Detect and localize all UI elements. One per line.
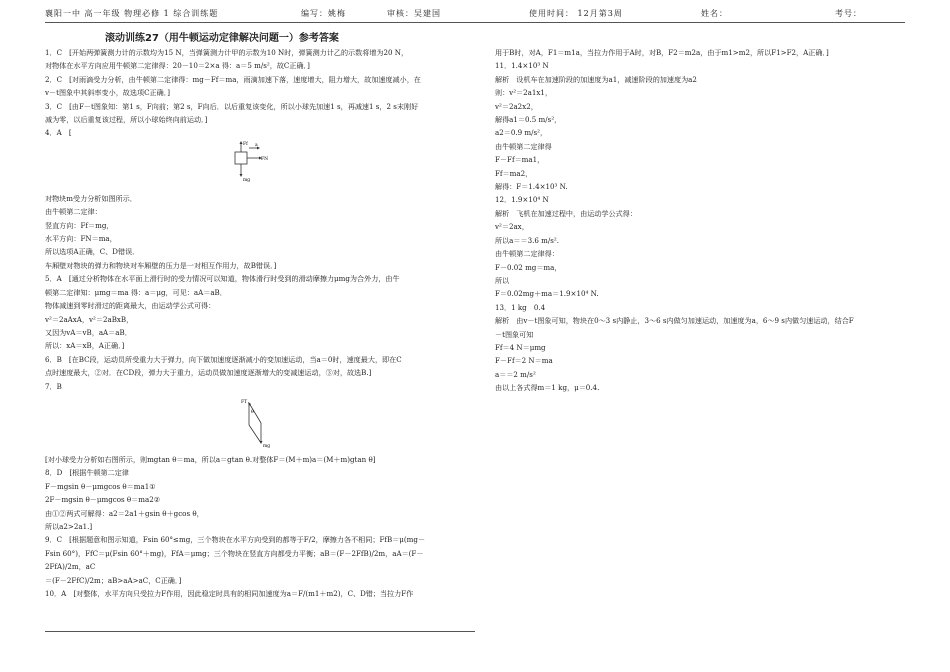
- answer-line: 10．A [对整体，水平方向只受拉力F作用，因此稳定时具有的相同加速度为a＝F/(m1＋m2)，C、D错；当拉力F作: [45, 589, 414, 598]
- answer-line: 车厢壁对物块的弹力和物块对车厢壁的压力是一对相互作用力，故B错误．]: [45, 260, 277, 270]
- box-force-diagram: [225, 140, 305, 192]
- answer-line: 由以上各式得m＝1 kg，μ＝0.4.: [495, 383, 600, 393]
- answer-line: 由牛顿第二定律得: [495, 141, 552, 151]
- answer-line: 水平方向：FN＝ma，: [45, 234, 117, 244]
- answer-line: 解得：F＝1.4×10³ N.: [495, 182, 568, 192]
- answer-line: 顿第二定律知：μmg＝ma 得：a＝μg，可见：aA＝aB．: [45, 287, 227, 297]
- answer-line: Ff＝ma2，: [495, 168, 533, 178]
- header-reviewer: 审核：吴建国: [387, 9, 441, 18]
- answer-line: F－Ff＝ma1，: [495, 155, 545, 165]
- answer-line: 解析 设机车在加速阶段的加速度为a1，减速阶段的加速度为a2: [495, 74, 697, 84]
- answer-line: F－mgsin θ－μmgcos θ＝ma1①: [45, 481, 156, 491]
- answer-line: v－t图象中其斜率变小，故选项C正确．]: [45, 88, 171, 98]
- answer-line: 对物块m受力分析如图所示．: [45, 193, 137, 203]
- answer-line: 所以: [495, 275, 510, 285]
- answer-line: 9．C [根据题意和图示知道，Fsin 60°≤mg，三个物块在水平方向受到的都等于F/2，摩擦力各不相同；FfB＝μ(mg－: [45, 535, 426, 545]
- header-exam-no: 考号：: [835, 9, 862, 18]
- answer-line: 6．B [在BC段，运动员所受重力大于弹力，向下做加速度逐渐减小的变加速运动，当a＝0时，速度最大，即在C: [45, 354, 402, 364]
- answer-line: 11．1.4×10³ N: [495, 61, 549, 71]
- answer-line: 2．C [对雨滴受力分析，由牛顿第二定律得：mg－Ff＝ma，雨滴加速下落，速度增大，阻力增大，故加速度减小，在: [45, 74, 421, 84]
- header-name: 姓名：: [701, 9, 728, 18]
- answer-line: Fsin 60°)，FfC＝μ(Fsin 60°＋mg)，FfA＝μmg；三个物块在竖直方向都受力平衡；aB＝(F－2FfB)/2m，aA＝(F－2FfA)/2m，aC: [45, 548, 424, 572]
- answer-line: v²＝2a2x2，: [495, 101, 538, 111]
- answer-line: 竖直方向：Ff＝mg，: [45, 220, 114, 230]
- answer-line: 4．A [: [45, 128, 72, 138]
- header-school: 襄阳一中 高一年级 物理必修 1 综合训练题: [45, 9, 219, 18]
- answer-line: [对小球受力分析如右图所示，则mgtan θ＝ma，所以a＝gtan θ.对整体F＝(M＋m)a＝(M＋m)gtan θ]: [45, 454, 376, 464]
- answer-line: v²＝2aAxA，v²＝2aBxB，: [45, 314, 134, 324]
- label-fn: FN: [261, 156, 269, 162]
- answer-line: 5．A [通过分析物体在水平面上滑行时的受力情况可以知道，物体滑行时受到的滑动摩擦力μmg为合外力，由牛: [45, 274, 400, 284]
- answer-line: 解析 由v－t图象可知，物块在0～3 s内静止，3～6 s内做匀加速运动，加速度为a，6～9 s内做匀速运动，结合F: [495, 316, 854, 326]
- answer-line: 点时速度最大，②对．在CD段，弹力大于重力，运动员做加速度逐渐增大的变减速运动，③对，故选B.]: [45, 368, 372, 378]
- answer-line: F＝0.02mg＋ma＝1.9×10⁴ N.: [495, 289, 599, 299]
- answer-line: 解得a1＝0.5 m/s²，: [495, 115, 562, 125]
- answer-line: 1．C [开始两弹簧测力计的示数均为15 N，当弹簧测力计甲的示数为10 N时，弹簧测力计乙的示数将增为20 N，: [45, 48, 409, 57]
- answer-line: a＝＝2 m/s²: [495, 369, 536, 379]
- page-title: 滚动训练27（用牛顿运动定律解决问题一）参考答案: [105, 33, 339, 44]
- answer-line: 7．B: [45, 381, 62, 391]
- footer-divider: [45, 631, 475, 632]
- figure-block-box-forces: [45, 140, 463, 192]
- answer-line: 用于B时，对A，F1＝m1a，当拉力作用于A时，对B，F2＝m2a，由于m1>m2，所以F1>F2，A正确．]: [495, 48, 829, 57]
- header-time: 使用时间： 12月第3周: [529, 9, 623, 18]
- answer-line: 又因为vA＝vB，aA＝aB．: [45, 327, 132, 337]
- answer-line: F－0.02 mg＝ma，: [495, 262, 562, 272]
- answer-line: 所以选项A正确，C、D错误．: [45, 247, 140, 257]
- label-ft: FT: [241, 399, 248, 405]
- answer-line: 由牛顿第二定律得：: [495, 249, 559, 259]
- label-ff: Ff: [243, 141, 248, 147]
- answer-line: 13．1 kg 0.4: [495, 302, 546, 312]
- answer-line: 对物体在水平方向应用牛顿第二定律得：20－10＝2×a 得：a＝5 m/s²，故C正确．]: [45, 61, 310, 71]
- answer-line: 物体减速到零时滑过的距离最大，由运动学公式可得：: [45, 301, 216, 311]
- answer-line: 所以a2>2a1.]: [45, 521, 93, 531]
- left-column: [45, 46, 463, 600]
- answer-line: 3．C [由F－t图象知：第1 s，F向前；第2 s，F向后．以后重复该变化，所以小球先加速1 s，再减速1 s，2 s末刚好: [45, 101, 419, 111]
- page-header: [45, 8, 905, 22]
- answer-line: 解析 飞机在加速过程中，由运动学公式得：: [495, 208, 637, 218]
- answer-line: ＝(F－2FfC)/2m；aB>aA>aC，C正确．]: [45, 575, 182, 585]
- answer-line: 所以：xA＝xB，A正确．]: [45, 341, 125, 351]
- answer-line: 则：v²＝2a1x1，: [495, 88, 552, 98]
- answer-line: Ff＝4 N＝μmg: [495, 342, 546, 352]
- header-divider: [45, 22, 905, 23]
- label-a: a: [255, 142, 258, 148]
- answer-line: v²＝2ax，: [495, 222, 529, 232]
- label-mg: mg: [243, 177, 251, 183]
- header-author: 编写：姚梅: [301, 9, 346, 18]
- right-column: [495, 46, 905, 395]
- figure-ball-forces: [45, 393, 463, 453]
- answer-line: 所以a＝＝3.6 m/s².: [495, 235, 559, 245]
- answer-line: 2F－mgsin θ－μmgcos θ＝ma2②: [45, 495, 161, 505]
- answer-line: －t图象可知: [495, 329, 534, 339]
- label-ball-mg: mg: [263, 443, 271, 449]
- answer-line: 8．D [根据牛顿第二定律: [45, 468, 129, 478]
- answer-line: 减为零，以后重复该过程，所以小球始终向前运动．]: [45, 115, 208, 125]
- answer-line: F－Ff＝2 N＝ma: [495, 356, 553, 366]
- answer-line: 由牛顿第二定律：: [45, 207, 102, 217]
- answer-line: a2＝0.9 m/s²，: [495, 128, 548, 138]
- ball-force-diagram: [235, 395, 305, 455]
- answer-line: 由①②两式可解得：a2＝2a1＋gsin θ＋gcos θ，: [45, 508, 204, 518]
- answer-line: 12．1.9×10⁴ N: [495, 195, 549, 205]
- label-theta: θ: [251, 409, 254, 415]
